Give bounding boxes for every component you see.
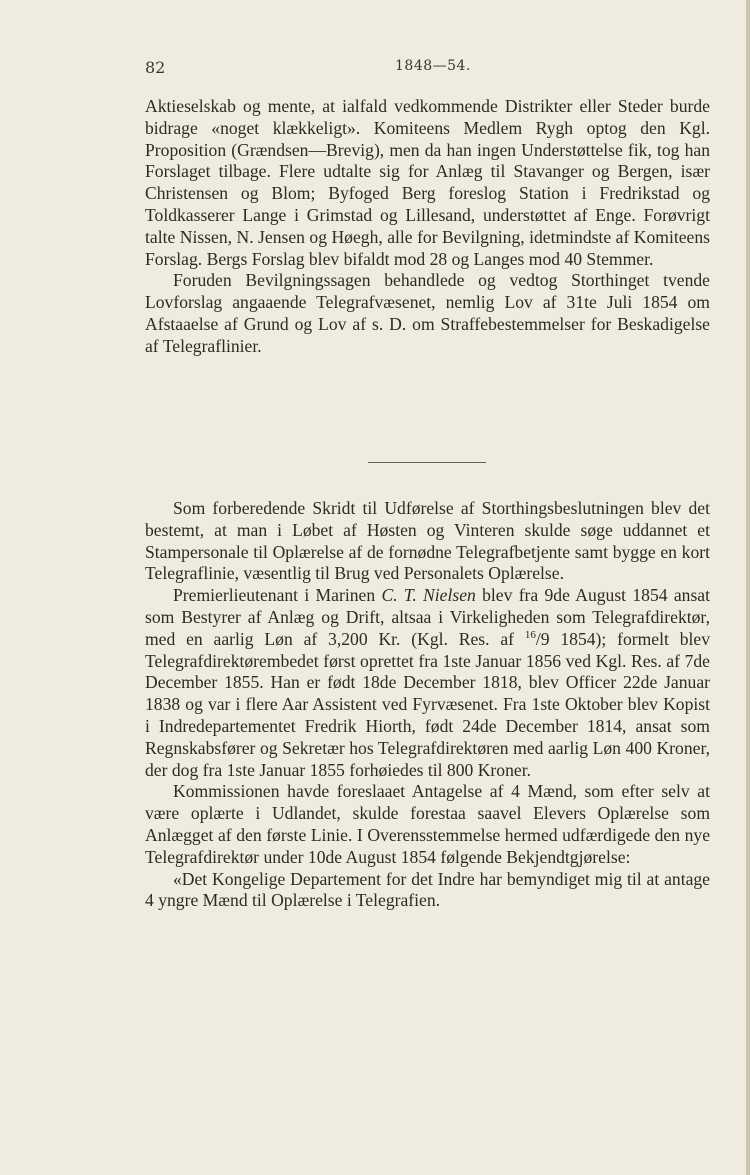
paragraph: «Det Kongelige Departement for det Indre har bemyndiget mig til at antage 4 yngre Mænd til Oplærelse i Telegrafien. — [145, 868, 710, 911]
paragraph: Kommissionen havde foreslaaet Antagelse af 4 Mænd, som efter selv at være oplærte i Udlandet, skulde forestaa saavel Elevers Oplærelse som Anlægget af den første Linie. I Overensstemmelse hermed udfærdigede den nye Telegrafdirektør under 10de August 1854 følgende Bekjendtgjørelse: — [145, 781, 710, 867]
paragraph: Aktieselskab og mente, at ialfald vedkommende Distrikter eller Steder burde bidrage «noget klækkeligt». Komiteens Medlem Rygh optog den Kgl. Proposition (Grændsen—Brevig), men da han ingen Understøttelse fik, tog han Forslaget tilbage. Flere udtalte sig for Anlæg til Stavanger og Bergen, især Christensen og Blom; Byfoged Berg foreslog Station i Fredrikstad og Toldkasserer Lange i Grimstad og Lillesand, understøttet af Enge. Forøvrigt talte Nissen, N. Jensen og Høegh, alle for Bevilgning, idetmindste af Komiteens Forslag. Bergs Forslag blev bifaldt mod 28 og Langes mod 40 Stemmer. — [145, 96, 710, 269]
paragraph — [145, 585, 710, 781]
person-name: C. T. Nielsen — [381, 585, 476, 606]
superscript: 16 — [524, 628, 536, 641]
paragraph: Foruden Bevilgningssagen behandlede og vedtog Storthinget tvende Lovforslag angaaende Telegrafvæsenet, nemlig Lov af 31te Juli 1854 om Afstaaelse af Grund og Lov af s. D. om Straffebestemmelser for Beskadigelse af Telegraflinier. — [145, 270, 710, 356]
text-span: /9 1854); formelt blev Telegrafdirektørembedet først oprettet fra 1ste Januar 1856 ved Kgl. Res. af 7de December 1855. Han er født 18de December 1818, blev Officer 22de Januar 1838 og var i flere Aar Assistent ved Fyrvæsenet. Fra 1ste Oktober blev Kopist i Indredepartementet Fredrik Hiorth, født 24de December 1814, ansat som Regnskabsfører og Sekretær hos Telegrafdirektøren med aarlig Løn 400 Kroner, der dog fra 1ste Januar 1855 forhøiedes til 800 Kroner. — [145, 628, 710, 780]
running-head: 1848—54. — [395, 58, 471, 74]
text-block-2 — [145, 498, 710, 912]
text-span: blev fra 9de August 1854 ansat som Bestyrer af Anlæg og Drift, altsaa i Virkeligheden som Telegrafdirektør, med en aarlig Løn af 3,200 Kr. (Kgl. Res. af — [145, 585, 710, 649]
page-header — [145, 58, 710, 80]
text-span: Premierlieutenant i Marinen — [173, 585, 382, 606]
text-block-1 — [145, 96, 710, 358]
paragraph: Som forberedende Skridt til Udførelse af Storthingsbeslutningen blev det bestemt, at man i Løbet af Høsten og Vinteren skulde søge uddannet et Stampersonale til Oplærelse af de fornødne Telegrafbetjente samt bygge en kort Telegraflinie, væsentlig til Brug ved Personalets Oplærelse. — [145, 498, 710, 584]
section-divider — [368, 462, 486, 463]
page-number: 82 — [145, 58, 166, 77]
page-edge — [746, 0, 750, 1175]
